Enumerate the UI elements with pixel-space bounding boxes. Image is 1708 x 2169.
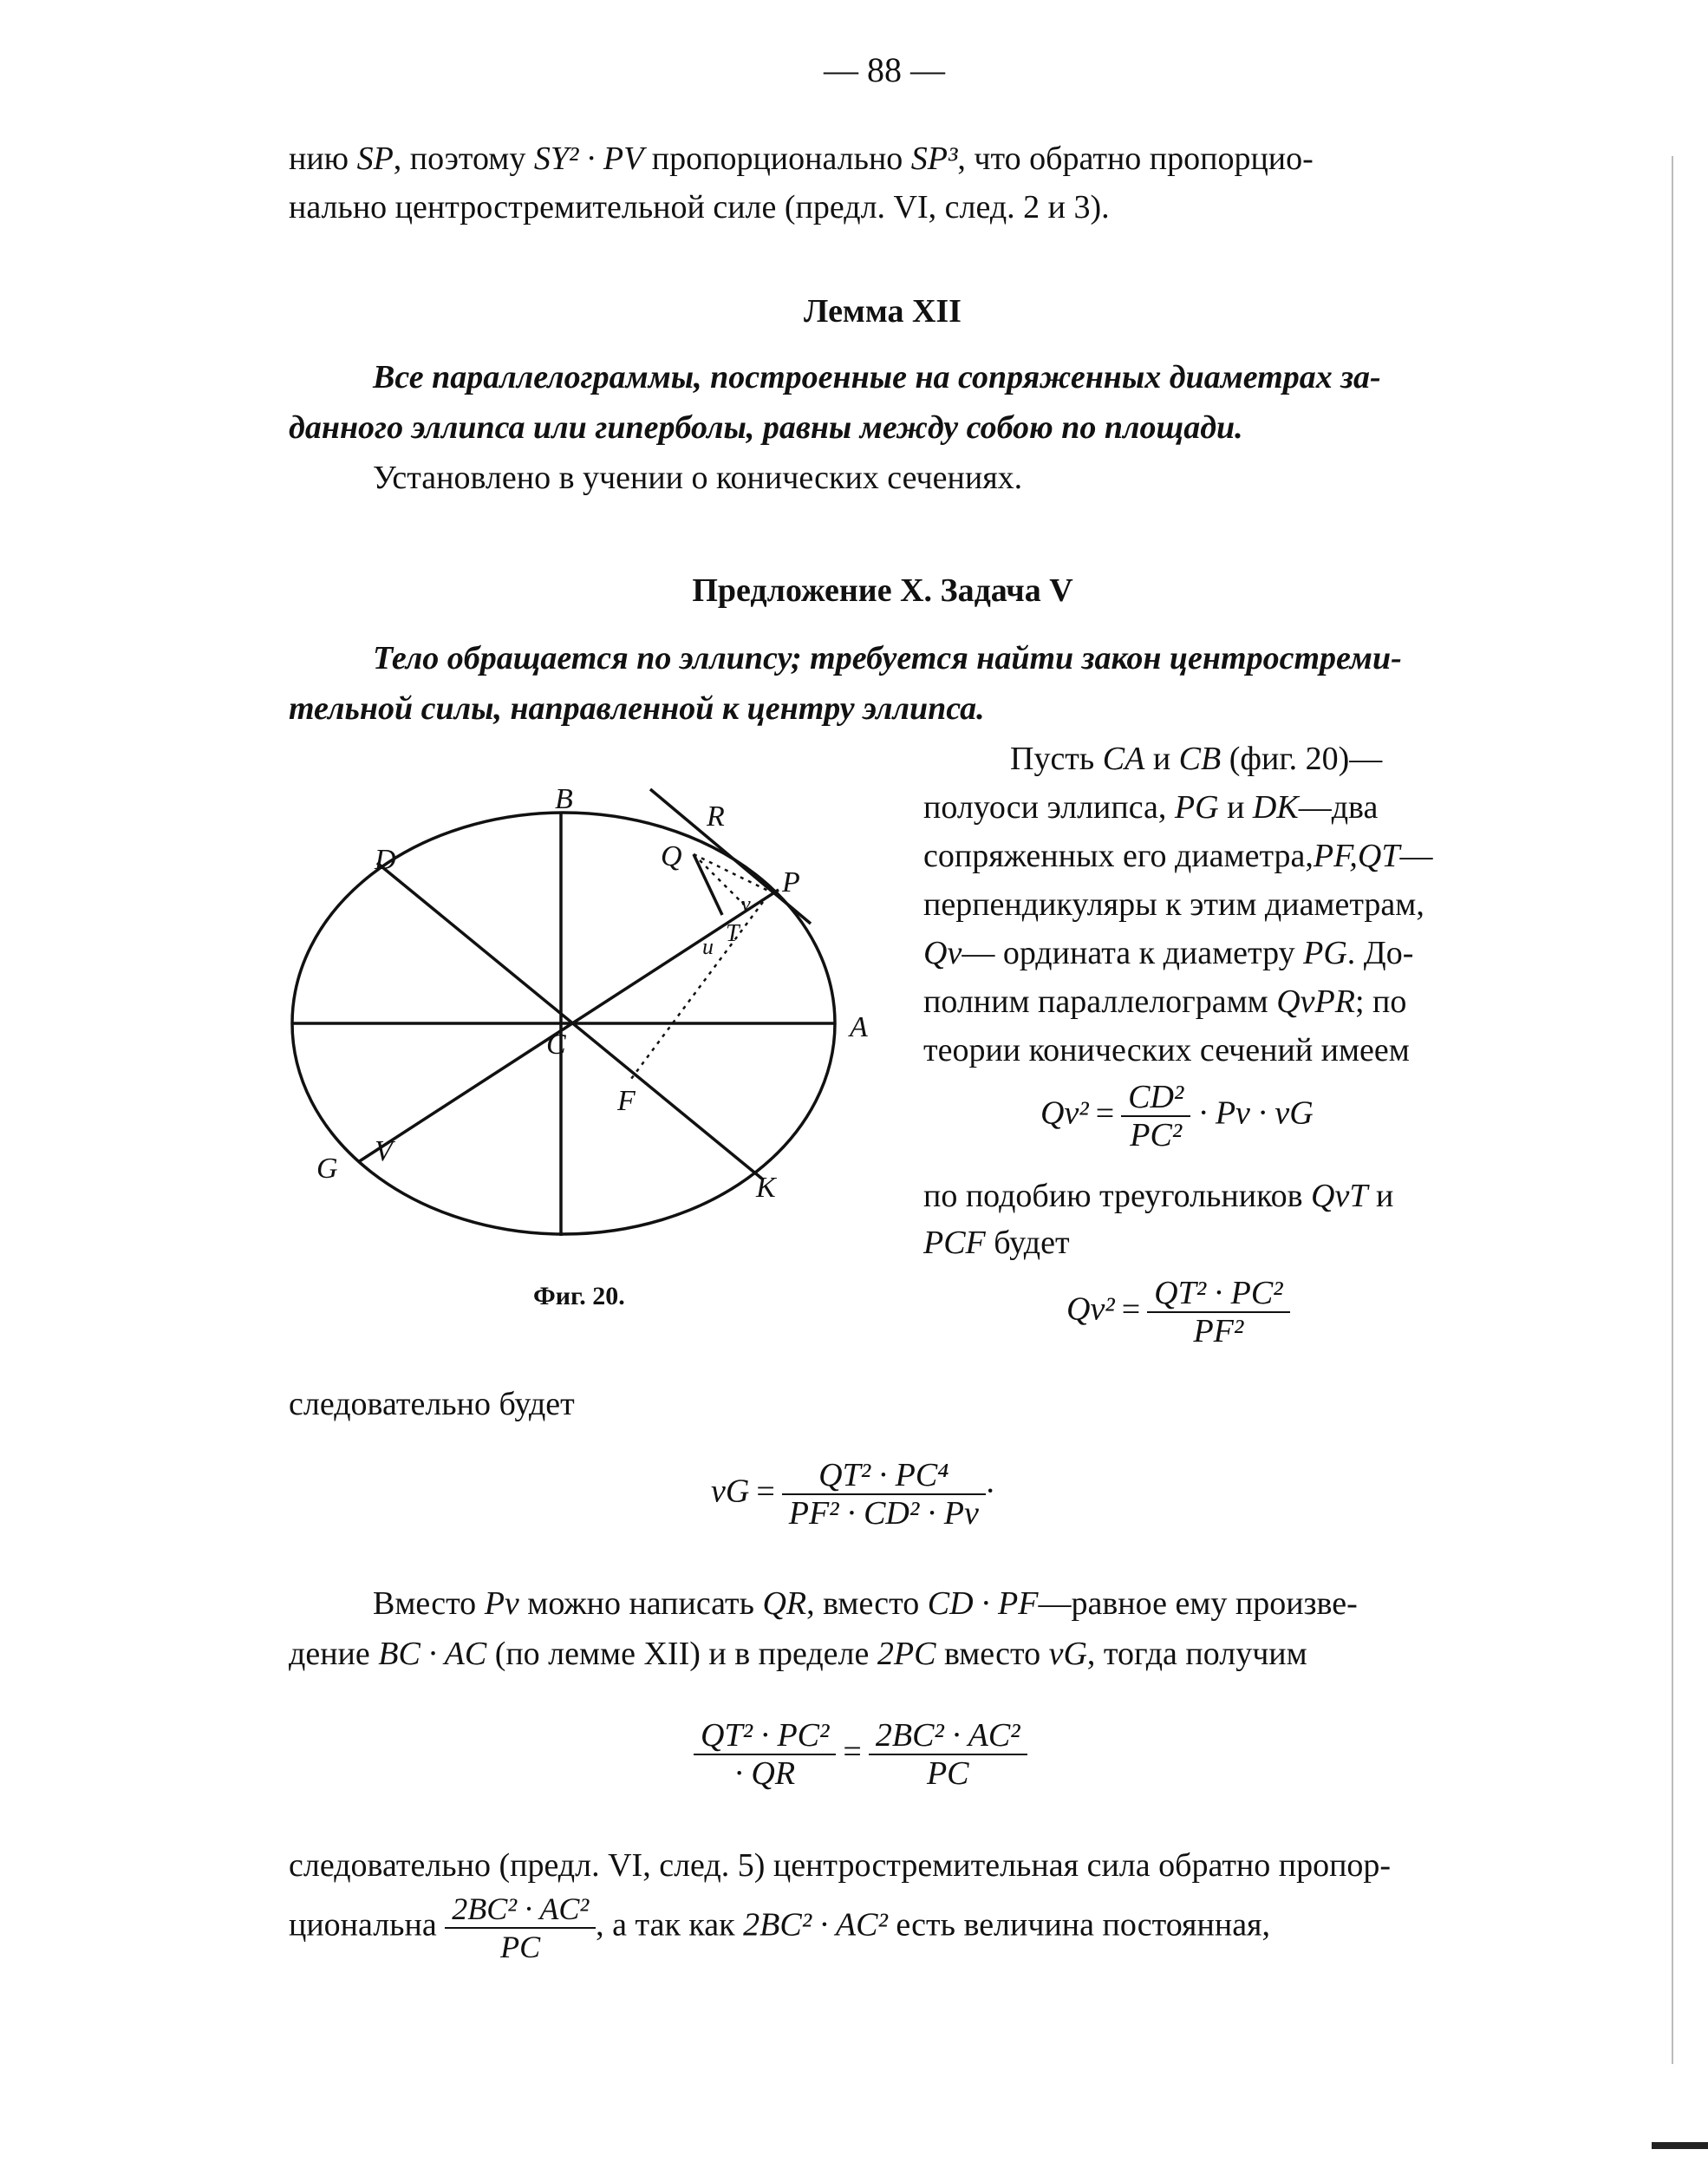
text-run: ; по <box>1354 983 1407 1020</box>
eq1-lhs: Qv² <box>1040 1094 1089 1132</box>
proposition-title: Предложение X. Задача V <box>692 572 1073 609</box>
eq1-tail: · Pv · vG <box>1198 1094 1314 1132</box>
eq3-tail: · <box>985 1473 994 1510</box>
final-fraction-denominator: PC <box>500 1930 541 1964</box>
eq1-fraction <box>1121 1079 1190 1153</box>
math-run: PF,QT <box>1313 838 1400 874</box>
para2-line-2 <box>289 1634 1307 1674</box>
final-line-2 <box>289 1891 1270 1965</box>
text-following-figure: следовательно будет <box>289 1386 575 1422</box>
line-qv <box>694 854 722 915</box>
final-fraction <box>445 1891 596 1965</box>
eq3-denominator: PF² · CD² · Pv <box>788 1495 979 1532</box>
text-run: будет <box>985 1225 1070 1261</box>
math-run: SY² · PV <box>533 140 644 177</box>
diameter-dk <box>377 863 763 1179</box>
figure-label-d: D <box>375 844 396 876</box>
eq4-right-denominator: PC <box>926 1755 969 1792</box>
text-run: по подобию треугольников <box>923 1178 1312 1214</box>
equation-3 <box>711 1457 994 1532</box>
text-run: есть величина постоянная, <box>887 1906 1271 1944</box>
proposition-statement-1: Тело обращается по эллипсу; требуется найти закон центростреми- <box>373 640 1402 676</box>
text-run: , тогда получим <box>1086 1636 1307 1672</box>
text-run: полуоси эллипса, <box>923 789 1175 826</box>
right-col-line-1 <box>1010 739 1382 779</box>
text-run: , что обратно пропорцио- <box>957 140 1314 177</box>
intro-line-2: нально центростремительной силе (предл. VI, след. 2 и 3). <box>289 189 1110 225</box>
text-run: нию <box>289 140 357 177</box>
figure-label-q: Q <box>661 840 682 872</box>
right-col-line-8 <box>923 1176 1393 1216</box>
math-run: 2BC² · AC² <box>743 1906 888 1944</box>
eq3-lhs: vG <box>711 1473 750 1510</box>
right-col-line-9 <box>923 1223 1070 1263</box>
eq2-lhs: Qv² <box>1066 1290 1115 1328</box>
right-col-line-2 <box>923 787 1378 827</box>
right-col-line-4: перпендикуляры к этим диаметрам, <box>923 886 1424 923</box>
text-run: полним параллелограмм <box>923 983 1277 1020</box>
math-run: QvT <box>1311 1178 1368 1214</box>
text-run: (фиг. 20)— <box>1221 741 1383 777</box>
text-run: вместо <box>935 1636 1049 1672</box>
eq4-right-fraction <box>869 1717 1027 1792</box>
math-run: Qv <box>923 935 962 971</box>
figure-20-ellipse-diagram <box>277 763 902 1336</box>
math-run: vG <box>1048 1636 1087 1672</box>
text-run: и <box>1144 741 1179 777</box>
text-run: дение <box>289 1636 379 1672</box>
text-run: можно написать <box>518 1585 763 1622</box>
proposition-statement-2: тельной силы, направленной к центру эллипса. <box>289 690 985 727</box>
math-run: CB <box>1178 741 1222 777</box>
text-run: —два <box>1298 789 1379 826</box>
text-run: . До- <box>1346 935 1414 971</box>
eq2-denominator: PF² <box>1193 1313 1244 1349</box>
math-run: PCF <box>923 1225 986 1261</box>
eq4-left-denominator: · QR <box>734 1755 796 1792</box>
math-run: CA <box>1102 741 1145 777</box>
figure-label-k: K <box>756 1172 776 1204</box>
scan-edge-line <box>1672 156 1673 2064</box>
right-col-line-6 <box>923 982 1406 1022</box>
math-run: BC · AC <box>378 1636 487 1672</box>
diameter-pg <box>358 890 779 1162</box>
equation-2 <box>1066 1275 1290 1349</box>
eq1-denominator: PC² <box>1130 1117 1183 1153</box>
math-run: SP³ <box>910 140 958 177</box>
figure-label-g: G <box>316 1153 338 1185</box>
eq2-numerator: QT² · PC² <box>1147 1275 1289 1313</box>
intro-line-1 <box>289 139 1314 179</box>
para2-line-1 <box>373 1584 1358 1623</box>
text-run: , поэтому <box>393 140 534 177</box>
text-run: и <box>1367 1178 1394 1214</box>
figure-label-c: C <box>546 1029 566 1061</box>
math-run: 2PC <box>877 1636 936 1672</box>
equals-sign: = <box>1121 1290 1141 1328</box>
final-fraction-numerator: 2BC² · AC² <box>445 1891 596 1929</box>
lemma-title: Лемма XII <box>804 293 962 330</box>
math-run: QvPR <box>1276 983 1355 1020</box>
text-run: Пусть <box>1010 741 1103 777</box>
math-run: PG <box>1303 935 1347 971</box>
figure-label-v-upper: V <box>375 1135 393 1167</box>
equals-sign: = <box>756 1473 775 1510</box>
equals-sign: = <box>1095 1094 1115 1132</box>
text-run: — ордината к диаметру <box>962 935 1304 971</box>
eq2-fraction <box>1147 1275 1289 1349</box>
lemma-proof: Установлено в учении о конических сечениях. <box>373 460 1023 496</box>
text-run: — <box>1399 838 1433 874</box>
eq4-right-numerator: 2BC² · AC² <box>869 1717 1027 1755</box>
right-col-line-3 <box>923 836 1433 876</box>
lemma-statement-2: данного эллипса или гиперболы, равны между собою по площади. <box>289 409 1243 446</box>
eq4-left-numerator: QT² · PC² <box>694 1717 836 1755</box>
line-pf-dotted <box>629 902 763 1082</box>
figure-label-b: B <box>555 783 573 815</box>
figure-caption: Фиг. 20. <box>533 1282 625 1310</box>
math-run: Pv <box>484 1585 519 1622</box>
text-run: пропорционально <box>643 140 911 177</box>
right-col-line-5 <box>923 933 1413 973</box>
eq3-numerator: QT² · PC⁴ <box>782 1457 986 1495</box>
equals-sign: = <box>843 1733 862 1770</box>
lemma-statement-1: Все параллелограммы, построенные на сопряженных диаметрах за- <box>373 359 1381 395</box>
text-run: сопряженных его диаметра, <box>923 838 1314 874</box>
figure-label-t: T <box>726 920 740 947</box>
eq3-fraction <box>782 1457 986 1532</box>
math-run: DK <box>1252 789 1299 826</box>
text-run: (по лемме XII) и в пределе <box>486 1636 877 1672</box>
text-run: циональна <box>289 1906 446 1944</box>
right-col-line-7: теории конических сечений имеем <box>923 1032 1410 1068</box>
text-run: , а так как <box>596 1906 744 1944</box>
equation-1 <box>1040 1079 1314 1153</box>
figure-label-u: u <box>702 934 714 959</box>
figure-label-r: R <box>707 800 725 833</box>
scan-edge-mark <box>1652 2142 1708 2149</box>
figure-label-p: P <box>782 866 800 898</box>
figure-label-a: A <box>850 1011 868 1043</box>
page-number: — 88 — <box>824 50 945 89</box>
text-run: и <box>1218 789 1253 826</box>
text-run: —равное ему произве- <box>1038 1585 1358 1622</box>
math-run: PG <box>1174 789 1219 826</box>
figure-label-f: F <box>617 1085 636 1117</box>
text-run: , вместо <box>806 1585 928 1622</box>
math-run: QR <box>762 1585 807 1622</box>
equation-4 <box>694 1717 1027 1792</box>
text-run: Вместо <box>373 1585 485 1622</box>
figure-label-v: v <box>741 893 751 916</box>
final-line-1: следовательно (предл. VI, след. 5) центростремительная сила обратно пропор- <box>289 1847 1392 1884</box>
eq4-left-fraction <box>694 1717 836 1792</box>
math-run: CD · PF <box>927 1585 1039 1622</box>
math-run: SP <box>356 140 394 177</box>
eq1-numerator: CD² <box>1121 1079 1190 1117</box>
